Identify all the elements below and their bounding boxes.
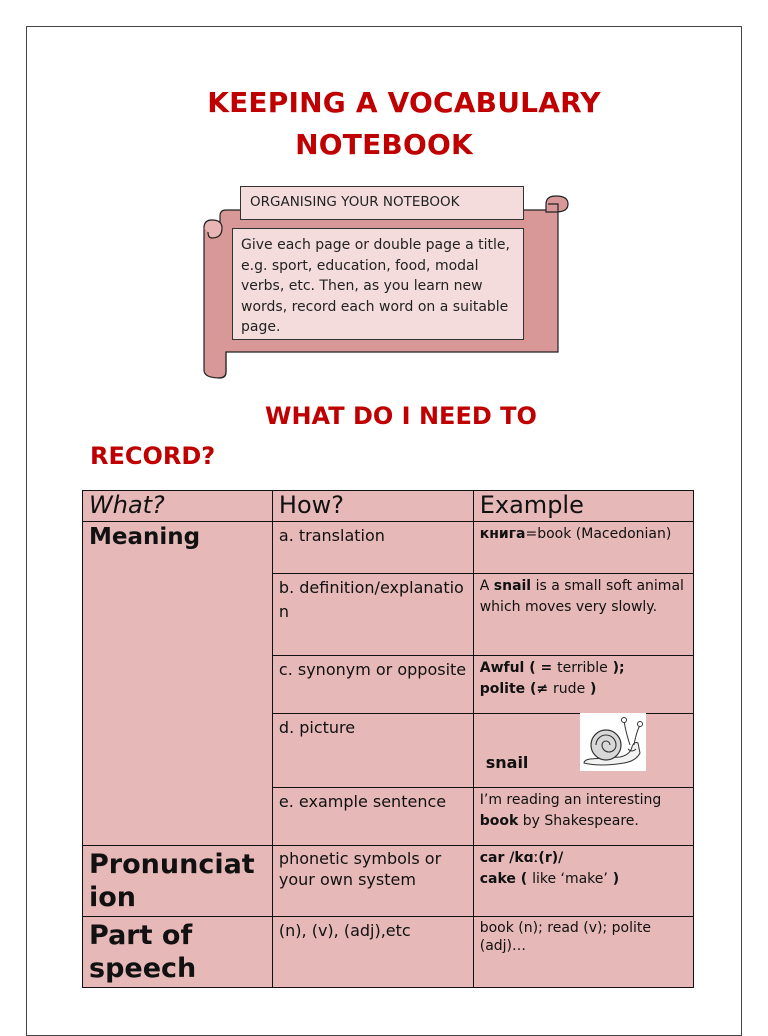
part-of-speech-cell [83,917,273,988]
example-synonym: Awful ( = terrible ); polite (≠ rude ) [473,656,693,714]
part-of-speech-label: Part of speech [89,920,197,984]
example-translation: книга=book (Macedonian) [473,522,693,574]
how-example-sentence: e. example sentence [272,788,473,846]
scroll-banner [198,182,576,382]
vocabulary-table [82,490,694,988]
how-translation: a. translation [272,522,473,574]
how-definition: b. definition/explanatio n [272,574,473,656]
pronunciation-label: Pronunciat ion [89,849,255,913]
example-definition: A snail is a small soft animal which moves very slowly. [473,574,693,656]
how-synonym: c. synonym or opposite [272,656,473,714]
page-title-line1: KEEPING A VOCABULARY [207,86,601,119]
page-title-line2: NOTEBOOK [295,128,473,161]
header-example: Example [473,491,693,522]
section-title-line1: WHAT DO I NEED TO [265,402,537,430]
table-row [83,846,694,917]
scroll-body-text: Give each page or double page a title, e.g. sport, education, food, modal verbs, etc. Then, as you learn new words, record each word on a suitable page. [232,228,524,340]
example-sentence: I’m reading an interesting book by Shakespeare. [473,788,693,846]
meaning-label: Meaning [89,524,201,550]
scroll-heading: ORGANISING YOUR NOTEBOOK [240,186,524,220]
table-row [83,917,694,988]
table-header-row [83,491,694,522]
meaning-cell [83,522,273,846]
table-row [83,522,694,574]
snail-icon [580,713,646,771]
header-what: What? [83,491,273,522]
how-pronunciation: phonetic symbols or your own system [272,846,473,917]
example-pronunciation: car /kɑː(r)/ cake ( like ‘make’ ) [473,846,693,917]
example-picture [473,714,693,788]
example-part-of-speech: book (n); read (v); polite (adj)… [473,917,693,988]
pronunciation-cell [83,846,273,917]
snail-label: snail [485,753,529,772]
header-how: How? [272,491,473,522]
how-picture: d. picture [272,714,473,788]
section-title-line2: RECORD? [90,442,216,470]
how-part-of-speech: (n), (v), (adj),etc [272,917,473,988]
